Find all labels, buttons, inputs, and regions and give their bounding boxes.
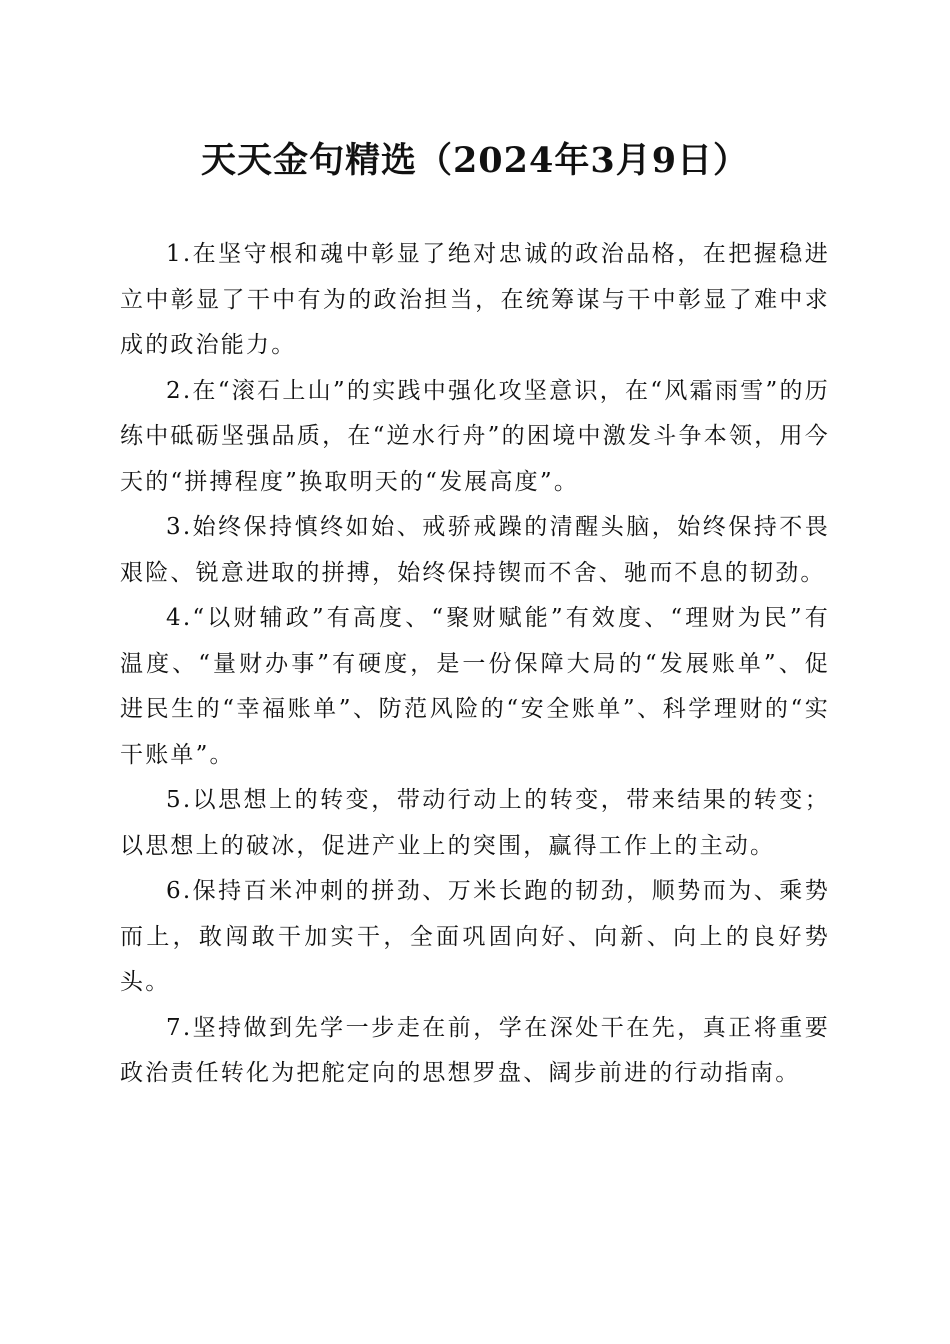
- paragraph-6: 6.保持百米冲刺的拼劲、万米长跑的韧劲，顺势而为、乘势而上，敢闯敢干加实干，全面巩固向好、向新、向上的良好势头。: [120, 878, 830, 995]
- document-title: 天天金句精选（2024年3月9日）: [200, 140, 750, 181]
- paragraph-3: 3.始终保持慎终如始、戒骄戒躁的清醒头脑，始终保持不畏艰险、锐意进取的拼搏，始终保持锲而不舍、驰而不息的韧劲。: [120, 514, 830, 586]
- document-body: [120, 232, 830, 1097]
- paragraph-5: 5.以思想上的转变，带动行动上的转变，带来结果的转变；以思想上的破冰，促进产业上的突围，赢得工作上的主动。: [120, 787, 830, 859]
- paragraph-7: 7.坚持做到先学一步走在前，学在深处干在先，真正将重要政治责任转化为把舵定向的思想罗盘、阔步前进的行动指南。: [120, 1014, 830, 1086]
- paragraph-1: 1.在坚守根和魂中彰显了绝对忠诚的政治品格，在把握稳进立中彰显了干中有为的政治担当，在统筹谋与干中彰显了难中求成的政治能力。: [120, 241, 830, 358]
- paragraph-4: 4.“以财辅政”有高度、“聚财赋能”有效度、“理财为民”有温度、“量财办事”有硬度，是一份保障大局的“发展账单”、促进民生的“幸福账单”、防范风险的“安全账单”、科学理财的“实干账单”。: [120, 605, 830, 768]
- paragraph-2: 2.在“滚石上山”的实践中强化攻坚意识，在“风霜雨雪”的历练中砥砺坚强品质，在“逆水行舟”的困境中激发斗争本领，用今天的“拼搏程度”换取明天的“发展高度”。: [120, 377, 830, 495]
